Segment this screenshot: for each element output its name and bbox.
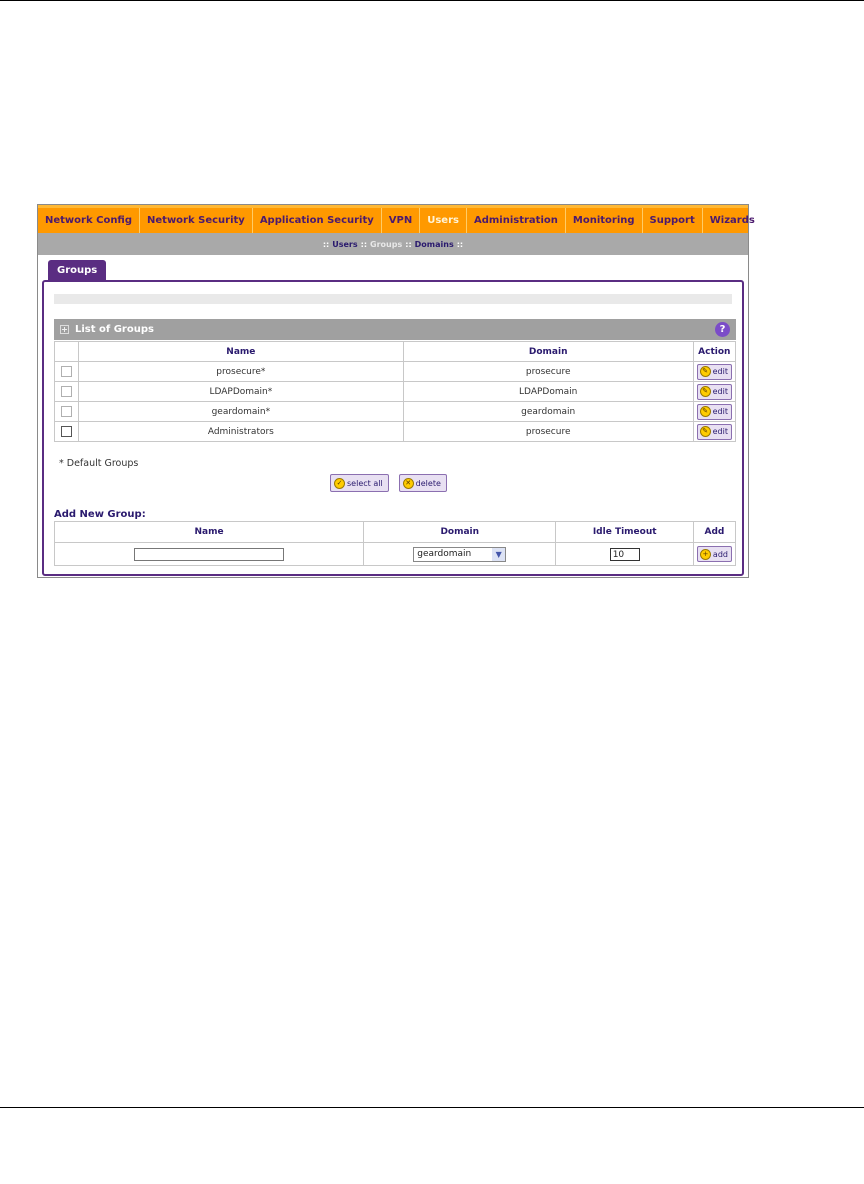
group-name: geardomain* <box>78 402 403 422</box>
edit-icon: ✎ <box>700 386 711 397</box>
delete-label: delete <box>415 478 441 488</box>
delete-button[interactable] <box>399 474 447 492</box>
nav-vpn[interactable]: VPN <box>382 208 420 233</box>
table-header-row <box>55 342 736 362</box>
subnav-groups[interactable]: Groups <box>370 239 403 249</box>
action-column-header: Action <box>693 342 735 362</box>
check-icon: ✓ <box>334 478 345 489</box>
nav-network-config[interactable]: Network Config <box>38 208 140 233</box>
edit-label: edit <box>712 407 728 416</box>
add-name-column-header: Name <box>55 522 364 543</box>
nav-users[interactable]: Users <box>420 208 467 233</box>
group-name-input[interactable] <box>134 548 284 561</box>
group-domain: geardomain <box>403 402 693 422</box>
row-checkbox[interactable] <box>61 406 72 417</box>
add-button[interactable] <box>697 546 732 562</box>
list-of-groups-header <box>54 319 736 340</box>
group-name: LDAPDomain* <box>78 382 403 402</box>
nav-network-security[interactable]: Network Security <box>140 208 253 233</box>
add-idle-timeout-column-header: Idle Timeout <box>556 522 693 543</box>
table-row <box>55 382 736 402</box>
subnav-separator: :: <box>322 239 330 249</box>
row-checkbox[interactable] <box>61 366 72 377</box>
edit-button[interactable] <box>697 424 732 440</box>
add-column-header: Add <box>693 522 735 543</box>
edit-button[interactable] <box>697 404 732 420</box>
delete-x-icon: ✕ <box>403 478 414 489</box>
add-group-input-row <box>55 543 736 566</box>
group-name: prosecure* <box>78 362 403 382</box>
domain-column-header: Domain <box>403 342 693 362</box>
tab-row <box>38 255 748 280</box>
table-row <box>55 422 736 442</box>
default-groups-note: * Default Groups <box>59 458 139 469</box>
row-checkbox[interactable] <box>61 386 72 397</box>
edit-icon: ✎ <box>700 406 711 417</box>
table-row <box>55 402 736 422</box>
page-top-rule <box>0 0 864 1</box>
edit-icon: ✎ <box>700 426 711 437</box>
subnav-users[interactable]: Users <box>332 239 358 249</box>
select-column-header <box>55 342 79 362</box>
subnav-separator: :: <box>405 239 412 249</box>
nav-support[interactable]: Support <box>643 208 703 233</box>
top-nav <box>38 205 755 233</box>
nav-monitoring[interactable]: Monitoring <box>566 208 643 233</box>
edit-label: edit <box>712 427 728 436</box>
select-all-button[interactable] <box>330 474 389 492</box>
group-domain: LDAPDomain <box>403 382 693 402</box>
nav-administration[interactable]: Administration <box>467 208 566 233</box>
nav-application-security[interactable]: Application Security <box>253 208 382 233</box>
groups-table <box>54 341 736 442</box>
add-domain-column-header: Domain <box>364 522 556 543</box>
subnav-separator: :: <box>456 239 464 249</box>
message-bar <box>54 294 732 304</box>
expand-icon[interactable] <box>60 325 69 334</box>
row-checkbox[interactable] <box>61 426 72 437</box>
edit-label: edit <box>712 367 728 376</box>
edit-button[interactable] <box>697 384 732 400</box>
add-group-table <box>54 521 736 566</box>
add-new-group-title: Add New Group: <box>54 509 146 520</box>
add-group-header-row <box>55 522 736 543</box>
chevron-down-icon: ▼ <box>492 548 505 561</box>
help-icon[interactable]: ? <box>715 322 730 337</box>
plus-icon: + <box>700 549 711 560</box>
tab-groups[interactable]: Groups <box>48 260 106 280</box>
list-title: List of Groups <box>75 324 154 335</box>
groups-panel <box>42 280 744 576</box>
page-bottom-rule <box>0 1107 864 1108</box>
sub-nav <box>38 233 748 255</box>
name-column-header: Name <box>78 342 403 362</box>
group-domain: prosecure <box>403 362 693 382</box>
group-domain: prosecure <box>403 422 693 442</box>
subnav-separator: :: <box>360 239 368 249</box>
edit-button[interactable] <box>697 364 732 380</box>
screenshot-frame <box>37 204 755 578</box>
edit-icon: ✎ <box>700 366 711 377</box>
domain-select-value: geardomain <box>417 549 472 559</box>
subnav-domains[interactable]: Domains <box>414 239 454 249</box>
domain-select[interactable] <box>413 547 506 562</box>
nav-wizards[interactable]: Wizards <box>709 215 755 226</box>
idle-timeout-input[interactable]: 10 <box>610 548 640 561</box>
edit-label: edit <box>712 387 728 396</box>
group-name: Administrators <box>78 422 403 442</box>
add-label: add <box>712 549 728 559</box>
list-actions <box>330 474 447 492</box>
select-all-label: select all <box>347 478 383 488</box>
table-row <box>55 362 736 382</box>
